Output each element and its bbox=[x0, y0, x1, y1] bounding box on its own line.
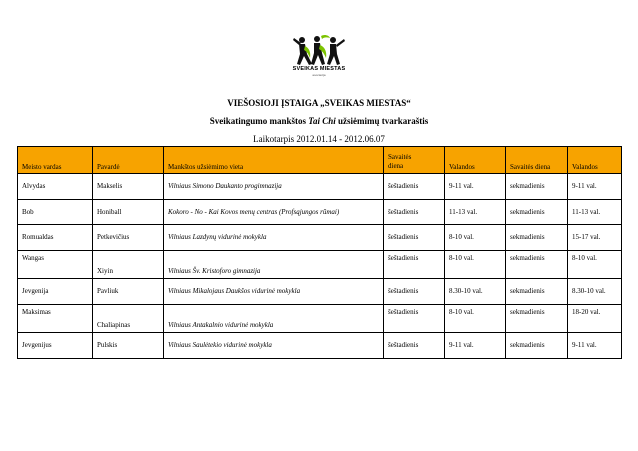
document-title: VIEŠOSIOJI ĮSTAIGA „SVEIKAS MIESTAS“ bbox=[227, 98, 411, 108]
cell-place: Vilniaus Šv. Kristoforo gimnazija bbox=[164, 250, 384, 279]
cell-day2: sekmadienis bbox=[506, 225, 568, 251]
cell-day2: sekmadienis bbox=[506, 304, 568, 333]
cell-place: Vilniaus Simono Daukanto progimnazija bbox=[164, 174, 384, 200]
cell-hours2: 8-10 val. bbox=[568, 250, 622, 279]
cell-day1: šeštadienis bbox=[384, 279, 445, 305]
cell-surname: Petkevičius bbox=[93, 225, 164, 251]
cell-day1: šeštadienis bbox=[384, 304, 445, 333]
cell-surname: Chaliapinas bbox=[93, 304, 164, 333]
logo-subtext: asociacija bbox=[312, 73, 326, 77]
table-header-row bbox=[18, 147, 622, 174]
header-cell-place: Mankštos užsiėmimo vieta bbox=[164, 147, 384, 174]
cell-day2: sekmadienis bbox=[506, 174, 568, 200]
cell-place: Vilniaus Mikalojaus Daukšos vidurinė mokykla bbox=[164, 279, 384, 305]
cell-hours1: 11-13 val. bbox=[445, 199, 506, 225]
logo-text: SVEIKAS MIESTAS bbox=[292, 66, 346, 72]
table-row bbox=[18, 225, 622, 251]
header-day1-line1: Savaitės bbox=[388, 153, 412, 161]
cell-name: Jevgenijus bbox=[18, 333, 93, 359]
document-subtitle bbox=[0, 116, 638, 126]
cell-hours2: 15-17 val. bbox=[568, 225, 622, 251]
cell-hours2: 8.30-10 val. bbox=[568, 279, 622, 305]
cell-day1: šeštadienis bbox=[384, 250, 445, 279]
cell-day2: sekmadienis bbox=[506, 279, 568, 305]
cell-hours2: 9-11 val. bbox=[568, 333, 622, 359]
table-row bbox=[18, 279, 622, 305]
table-row bbox=[18, 250, 622, 279]
header-cell-hours2: Valandos bbox=[568, 147, 622, 174]
cell-surname: Xiyin bbox=[93, 250, 164, 279]
cell-hours2: 11-13 val. bbox=[568, 199, 622, 225]
table-row bbox=[18, 304, 622, 333]
cell-place: Vilniaus Saulėtekio vidurinė mokykla bbox=[164, 333, 384, 359]
header-cell-day2: Savaitės diena bbox=[506, 147, 568, 174]
cell-day1: šeštadienis bbox=[384, 333, 445, 359]
cell-day2: sekmadienis bbox=[506, 250, 568, 279]
schedule-table bbox=[17, 146, 622, 359]
cell-day1: šeštadienis bbox=[384, 199, 445, 225]
header-day1-line2: diena bbox=[388, 162, 404, 170]
table-row bbox=[18, 333, 622, 359]
cell-surname: Honiball bbox=[93, 199, 164, 225]
cell-day1: šeštadienis bbox=[384, 174, 445, 200]
cell-hours1: 9-11 val. bbox=[445, 174, 506, 200]
header-cell-surname: Pavardė bbox=[93, 147, 164, 174]
subtitle-italic: Tai Chi bbox=[308, 116, 336, 126]
table-row bbox=[18, 174, 622, 200]
header-cell-day1 bbox=[384, 147, 445, 174]
cell-hours1: 8-10 val. bbox=[445, 225, 506, 251]
cell-place: Vilniaus Lazdynų vidurinė mokykla bbox=[164, 225, 384, 251]
cell-hours1: 8.30-10 val. bbox=[445, 279, 506, 305]
header-cell-hours1: Valandos bbox=[445, 147, 506, 174]
cell-hours2: 18-20 val. bbox=[568, 304, 622, 333]
subtitle-prefix: Sveikatingumo mankštos bbox=[209, 116, 309, 126]
cell-surname: Pavliuk bbox=[93, 279, 164, 305]
cell-day2: sekmadienis bbox=[506, 333, 568, 359]
header-cell-name: Meisto vardas bbox=[18, 147, 93, 174]
subtitle-suffix: užsiėmimų tvarkaraštis bbox=[335, 116, 429, 126]
cell-surname: Pulskis bbox=[93, 333, 164, 359]
cell-hours2: 9-11 val. bbox=[568, 174, 622, 200]
cell-name: Bob bbox=[18, 199, 93, 225]
cell-place: Vilniaus Antakalnio vidurinė mokykla bbox=[164, 304, 384, 333]
cell-surname: Makselis bbox=[93, 174, 164, 200]
cell-day2: sekmadienis bbox=[506, 199, 568, 225]
cell-name: Wangas bbox=[18, 250, 93, 279]
cell-name: Romualdas bbox=[18, 225, 93, 251]
table-row bbox=[18, 199, 622, 225]
cell-hours1: 8-10 val. bbox=[445, 304, 506, 333]
cell-name: Jevgenija bbox=[18, 279, 93, 305]
cell-day1: šeštadienis bbox=[384, 225, 445, 251]
cell-hours1: 8-10 val. bbox=[445, 250, 506, 279]
cell-place: Kokoro - No - Kai Kovos menų centras (Profsąjungos rūmai) bbox=[164, 199, 384, 225]
cell-name: Alvydas bbox=[18, 174, 93, 200]
document-period: Laikotarpis 2012.01.14 - 2012.06.07 bbox=[253, 134, 385, 144]
cell-hours1: 9-11 val. bbox=[445, 333, 506, 359]
cell-name: Maksimas bbox=[18, 304, 93, 333]
